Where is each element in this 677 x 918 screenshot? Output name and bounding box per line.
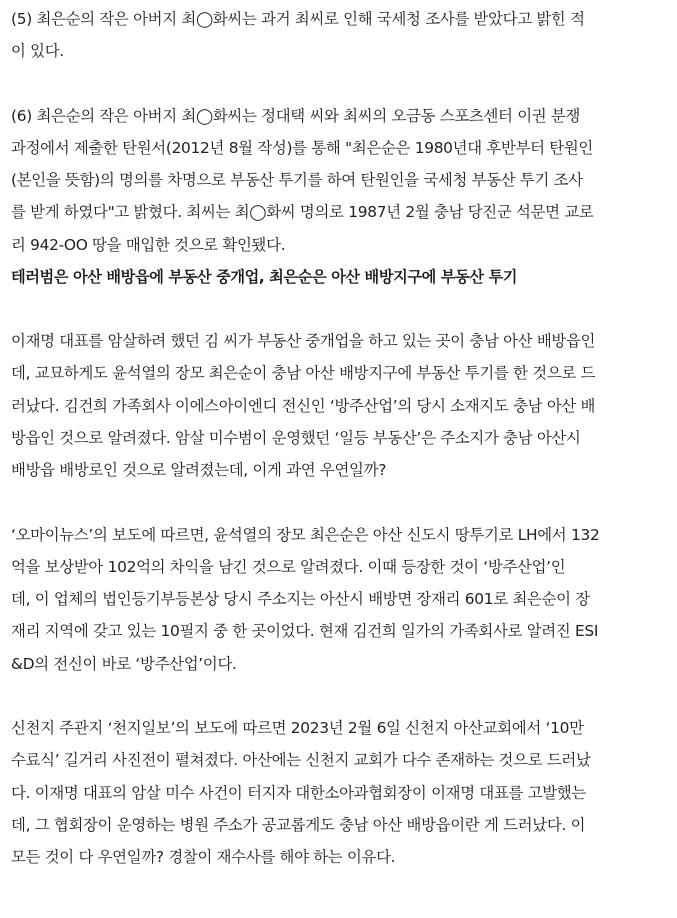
paragraph-item-6: (6) 최은순의 작은 아버지 최◯화씨는 정대택 씨와 최씨의 오금동 스포츠센터 이권 분쟁 과정에서 제출한 탄원서(2012년 8월 작성)를 통해 "최은순은 1980년대 후반부터 탄원인 (본인을 뜻함)의 명의를 차명으로 부동산 투기를 하여 탄원인을 국세청 부동산 투기 조사 를 받게 하였다"고 밝혔다. 최씨는 최◯화씨 명의로 1987년 2월 충남 당진군 석문면 교로 리 942-OO 땅을 매입한 것으로 확인됐다. [11, 106, 594, 254]
section-heading: 테러범은 아산 배방읍에 부동산 중개업, 최은순은 아산 배방지구에 부동산 투기 [11, 268, 518, 287]
paragraph-item-5: (5) 최은순의 작은 아버지 최◯화씨는 과거 최씨로 인해 국세청 조사를 받았다고 밝힌 적 이 있다. [11, 10, 585, 61]
body-paragraph-3: 신천지 주관지 ‘천지일보’의 보도에 따르면 2023년 2월 6일 신천지 아산교회에서 ‘10만 수료식’ 길거리 사진전이 펼쳐졌다. 아산에는 신천지 교회가 다수 존재하는 것으로 드러났 다. 이재명 대표의 암살 미수 사건이 터지자 대한소아과협회장이 이재명 대표를 고발했는 데, 그 협회장이 운영하는 병원 주소가 공교롭게도 충남 아산 배방읍이란 게 드러났다. 이 모든 것이 다 우연일까? 경찰이 재수사를 해야 하는 이유다. [11, 719, 591, 867]
body-paragraph-2: ‘오마이뉴스’의 보도에 따르면, 윤석열의 장모 최은순은 아산 신도시 땅투기로 LH에서 132 억을 보상받아 102억의 차익을 남긴 것으로 알려졌다. 이때 등장한 것이 ‘방주산업’인 데, 이 업체의 법인등기부등본상 당시 주소지는 아산시 배방면 장재리 601로 최은순이 장 재리 지역에 갖고 있는 10필지 중 한 곳이었다. 현재 김건희 일가의 가족회사로 알려진 ESI &D의 전신이 바로 ‘방주산업’이다. [11, 525, 600, 673]
body-paragraph-1: 이재명 대표를 암살하려 했던 김 씨가 부동산 중개업을 하고 있는 곳이 충남 아산 배방읍인 데, 교묘하게도 윤석열의 장모 최은순이 충남 아산 배방지구에 부동산 투기를 한 것으로 드 러났다. 김건희 가족회사 이에스아이엔디 전신인 ‘방주산업’의 당시 소재지도 충남 아산 배 방읍인 것으로 알려졌다. 암살 미수범이 운영했던 ‘일등 부동산’은 주소지가 충남 아산시 배방읍 배방로인 것으로 알려졌는데, 이게 과연 우연일까? [11, 332, 596, 480]
